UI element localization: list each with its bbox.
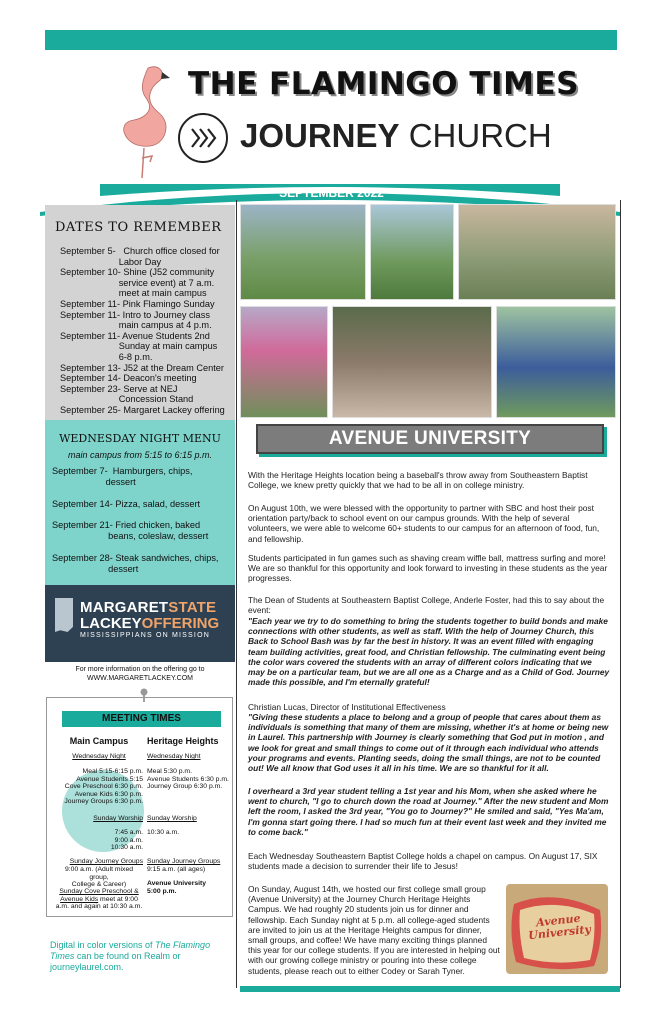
article-quote3: I overheard a 3rd year student telling a 1st year and his Mom, when she asked where he went to church, "I go to church down the road at Journey." After the new student and Mom left the room, I asked the 3rd year, "You go to Journey?" He smiled and said, "Yes Ma'am, I'm gonna start going there. I had so much fun at their event last week and they invited me to come back." bbox=[248, 786, 609, 837]
heritage-heading: Heritage Heights bbox=[147, 736, 219, 746]
offering-line1: MARGARETSTATE bbox=[80, 599, 217, 616]
article-quote1: "Each year we try to do something to bring the students together to build bonds and make connections with other students, as well as staff. With the help of Journey Church, this Back to School Bash was by far the best in history. It was an event filled with engaging team building activities, great food, and Christian fellowship. The culminating event being the color wars covered the students with an array of different colors indicating that we may be on a particular team, but we are all one as a Charge and as a Child of God. Journey made this possible, and I'm eternally grateful! bbox=[248, 616, 610, 688]
dates-list bbox=[60, 246, 230, 416]
article-p7: On Sunday, August 14th, we hosted our first college small group (Avenue University) at the Journey Church Heritage Heights Campus. We had roughly 20 students join us for dinner and fellowship. Each Sunday night at 5 p.m. all college-aged students are invited to join us at the Heritage Heights campus for dinner, small groups, and coffee! We have many exciting things planned this year for our college students. If you are interested in helping out with our growing college ministry or pouring into these college students, please reach out to either Codey or Sarah Tyner. bbox=[248, 884, 500, 976]
digital-note: Digital in color versions of The Flamingo Times can be found on Realm or journeylaurel.com. bbox=[50, 940, 211, 972]
main-sun-label: Sunday Worship bbox=[93, 815, 143, 822]
avenue-university-heading: AVENUE UNIVERSITY bbox=[328, 428, 532, 449]
avenue-university-time: Avenue University 5:00 p.m. bbox=[147, 880, 207, 895]
article-p4: The Dean of Students at Southeastern Baptist College, Anderle Foster, had this to say about the event: bbox=[248, 595, 605, 616]
main-wed-label: Wednesday Night bbox=[72, 753, 126, 760]
hh-sun-label: Sunday Worship bbox=[147, 815, 197, 822]
photo-group-shot bbox=[332, 306, 492, 418]
main-groups-times: 9:00 a.m. (Adult mixed group, College & Career) bbox=[65, 866, 133, 889]
newsletter-title: THE FLAMINGO TIMES bbox=[188, 66, 579, 102]
photo-color-wars bbox=[240, 306, 328, 418]
date-item: September 11- Pink Flamingo Sunday bbox=[60, 298, 215, 309]
date-item: September 13- J52 at the Dream Center bbox=[60, 362, 224, 373]
photo-mattress-surfing bbox=[496, 306, 616, 418]
article-p1: With the Heritage Heights location being a baseball's throw away from Southeastern Baptist College, we knew pretty quickly that we had to be all in on college ministry. bbox=[248, 470, 588, 491]
main-sun-times: 7:45 a.m. 9:00 a.m. 10:30 a.m. bbox=[110, 829, 143, 852]
article-p6: Each Wednesday Southeastern Baptist College holds a chapel on campus. On August 17, SIX students made a decision to surrender their life to Jesus! bbox=[248, 851, 598, 872]
top-accent-bar bbox=[45, 30, 617, 50]
date-item: September 5- Church office closed for bbox=[60, 246, 220, 256]
date-item: September 23- Serve at NEJ bbox=[60, 383, 178, 394]
article-p5: Christian Lucas, Director of Institutional Effectiveness bbox=[248, 702, 446, 712]
church-name: JOURNEY CHURCH bbox=[240, 117, 552, 154]
menu-list bbox=[52, 466, 232, 586]
photo-group-smiling bbox=[458, 204, 616, 300]
meeting-times-heading: MEETING TIMES bbox=[62, 711, 221, 727]
hh-wed-label: Wednesday Night bbox=[147, 753, 201, 760]
menu-heading: WEDNESDAY NIGHT MENU bbox=[59, 432, 221, 445]
menu-item: September 14- Pizza, salad, dessert bbox=[52, 498, 201, 509]
hh-sun-times: 10:30 a.m. bbox=[147, 829, 180, 836]
date-item: September 25- Margaret Lackey offering bbox=[60, 404, 225, 415]
menu-item: September 21- Fried chicken, baked beans, coleslaw, dessert bbox=[52, 520, 209, 542]
bottom-accent-bar bbox=[240, 986, 620, 992]
article-quote2: "Giving these students a place to belong and a group of people that cares about them as individuals is something that many of them are missing, whether it's at home or being new in Laurel. This partnership with Journey is clearly something that God put in motion , and we look for great and small things to come out of it through each individual who attends your programs and events. Planting seeds, doing the small things, are not to be counted out! We all know that God uses it all in his time. We are so thankful for it all. bbox=[248, 712, 609, 774]
date-item: Concession Stand bbox=[60, 394, 194, 405]
main-campus-heading: Main Campus bbox=[69, 736, 129, 746]
offering-line2: LACKEYOFFERING bbox=[80, 615, 220, 632]
article-p3: Students participated in fun games such as shaving cream wiffle ball, mattress surfing and more! We are so thankful for this opportunity and look forward to investing in these students as the year progresses. bbox=[248, 553, 608, 584]
cove-preschool-note: Sunday Cove Preschool & Avenue Kids meet at 9:00 a.m. and again at 10:30 a.m. bbox=[55, 888, 143, 911]
date-item: Labor Day bbox=[60, 256, 162, 267]
date-item: September 11- Avenue Students 2nd bbox=[60, 330, 210, 341]
offering-tagline: MISSISSIPPIANS ON MISSION bbox=[80, 632, 210, 639]
photo-wiffle-ball bbox=[240, 204, 366, 300]
cookie-lettering: Avenue University bbox=[527, 911, 592, 943]
hh-wed-times: Meal 5:30 p.m. Avenue Students 6:30 p.m. Journey Group 6:30 p.m. bbox=[147, 768, 229, 791]
offering-info: For more information on the offering go to WWW.MARGARETLACKEY.COM bbox=[75, 666, 205, 682]
photo-student-cheering bbox=[370, 204, 454, 300]
menu-item: September 7- Hamburgers, chips, dessert bbox=[52, 466, 193, 487]
hh-groups-label: Sunday Journey Groups bbox=[147, 858, 221, 865]
menu-subheading: main campus from 5:15 to 6:15 p.m. bbox=[67, 450, 213, 460]
date-item: 6-8 p.m. bbox=[60, 351, 153, 362]
date-item: September 10- Shine (J52 community bbox=[60, 267, 215, 278]
date-banner: SEPTEMBER 2022 bbox=[279, 186, 384, 200]
dates-heading: DATES TO REMEMBER bbox=[55, 220, 222, 235]
date-item: Sunday at main campus bbox=[60, 341, 218, 352]
date-item: service event) at 7 a.m. bbox=[60, 277, 215, 288]
date-item: main campus at 4 p.m. bbox=[60, 320, 212, 331]
main-wed-times: Meal 5:15-6:15 p.m. Avenue Students 5:15 Cove Preschool 6:30 p.m. Avenue Kids 6:30 p.m. Journey Groups 6:30 p.m. bbox=[64, 768, 143, 806]
date-item: meet at main campus bbox=[60, 288, 207, 299]
chevron-logo-icon bbox=[190, 125, 218, 151]
date-item: September 14- Deacon's meeting bbox=[60, 373, 197, 384]
flamingo-icon bbox=[118, 62, 176, 180]
mississippi-map-icon bbox=[55, 598, 73, 632]
main-groups-label: Sunday Journey Groups bbox=[69, 858, 143, 865]
hh-groups-times: 9:15 a.m. (all ages) bbox=[147, 866, 206, 873]
date-item: September 11- Intro to Journey class bbox=[60, 309, 210, 320]
menu-item: September 28- Steak sandwiches, chips, dessert bbox=[52, 552, 219, 574]
article-p2: On August 10th, we were blessed with the opportunity to partner with SBC and host their post orientation party/back to school event on our campus grounds. With the help of several volunteers, we were able to welcome 60+ students to our campus for an afternoon of food, fun, and fellowship. bbox=[248, 503, 600, 544]
